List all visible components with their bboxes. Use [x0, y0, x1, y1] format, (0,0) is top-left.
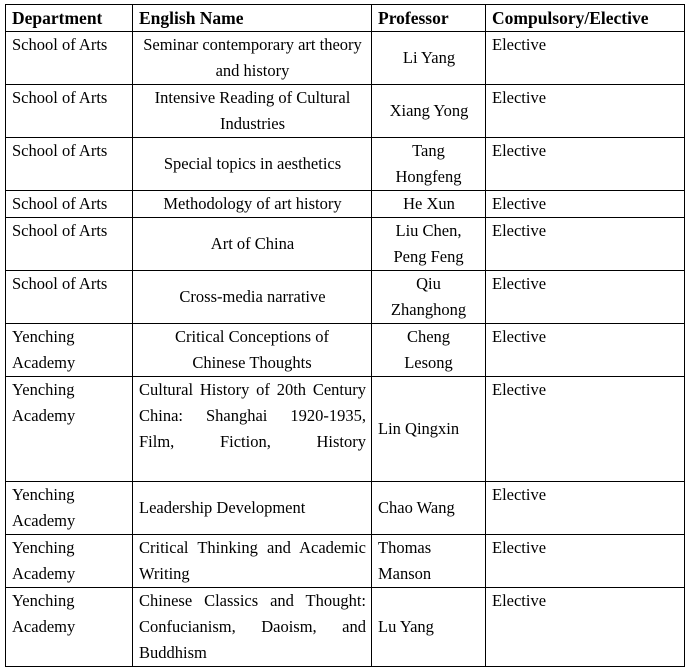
cell-type: Elective	[486, 218, 685, 271]
cell-english-name: Art of China	[133, 218, 372, 271]
table-row	[6, 535, 685, 588]
cell-department: Yenching Academy	[6, 482, 133, 535]
cell-professor: Chao Wang	[372, 482, 486, 535]
cell-type: Elective	[486, 482, 685, 535]
cell-type: Elective	[486, 191, 685, 218]
cell-english-name: Critical Conceptions of Chinese Thoughts	[133, 324, 372, 377]
cell-type: Elective	[486, 324, 685, 377]
header-type: Compulsory/Elective	[486, 5, 685, 32]
cell-english-name: Seminar contemporary art theory and history	[133, 32, 372, 85]
cell-professor: He Xun	[372, 191, 486, 218]
cell-type: Elective	[486, 588, 685, 667]
cell-professor: Tang Hongfeng	[372, 138, 486, 191]
table-row	[6, 588, 685, 667]
table-row	[6, 377, 685, 482]
table-row	[6, 482, 685, 535]
table-row	[6, 32, 685, 85]
cell-department: School of Arts	[6, 271, 133, 324]
cell-department: School of Arts	[6, 32, 133, 85]
cell-department: Yenching Academy	[6, 324, 133, 377]
cell-professor: Xiang Yong	[372, 85, 486, 138]
cell-department: School of Arts	[6, 138, 133, 191]
table-row	[6, 271, 685, 324]
cell-professor: Liu Chen, Peng Feng	[372, 218, 486, 271]
cell-professor: Thomas Manson	[372, 535, 486, 588]
cell-english-name: Methodology of art history	[133, 191, 372, 218]
header-english-name: English Name	[133, 5, 372, 32]
cell-type: Elective	[486, 535, 685, 588]
cell-english-name: Cultural History of 20th Century China: Shanghai 1920-1935, Film, Fiction, History	[133, 377, 372, 482]
cell-type: Elective	[486, 85, 685, 138]
table-row	[6, 218, 685, 271]
cell-professor: Lu Yang	[372, 588, 486, 667]
cell-department: Yenching Academy	[6, 535, 133, 588]
header-department: Department	[6, 5, 133, 32]
cell-type: Elective	[486, 32, 685, 85]
header-row	[6, 5, 685, 32]
cell-professor: Cheng Lesong	[372, 324, 486, 377]
table-row	[6, 138, 685, 191]
cell-department: Yenching Academy	[6, 377, 133, 482]
cell-type: Elective	[486, 271, 685, 324]
cell-department: Yenching Academy	[6, 588, 133, 667]
cell-department: School of Arts	[6, 85, 133, 138]
table-row	[6, 324, 685, 377]
cell-professor: Lin Qingxin	[372, 377, 486, 482]
table-row	[6, 85, 685, 138]
cell-english-name: Intensive Reading of Cultural Industries	[133, 85, 372, 138]
cell-department: School of Arts	[6, 218, 133, 271]
cell-english-name: Special topics in aesthetics	[133, 138, 372, 191]
cell-professor: Qiu Zhanghong	[372, 271, 486, 324]
cell-english-name: Critical Thinking and Academic Writing	[133, 535, 372, 588]
cell-english-name: Cross-media narrative	[133, 271, 372, 324]
cell-english-name: Chinese Classics and Thought: Confucianism, Daoism, and Buddhism	[133, 588, 372, 667]
cell-type: Elective	[486, 138, 685, 191]
table-row	[6, 191, 685, 218]
header-professor: Professor	[372, 5, 486, 32]
cell-type: Elective	[486, 377, 685, 482]
cell-department: School of Arts	[6, 191, 133, 218]
cell-english-name: Leadership Development	[133, 482, 372, 535]
cell-professor: Li Yang	[372, 32, 486, 85]
course-table	[5, 4, 685, 667]
